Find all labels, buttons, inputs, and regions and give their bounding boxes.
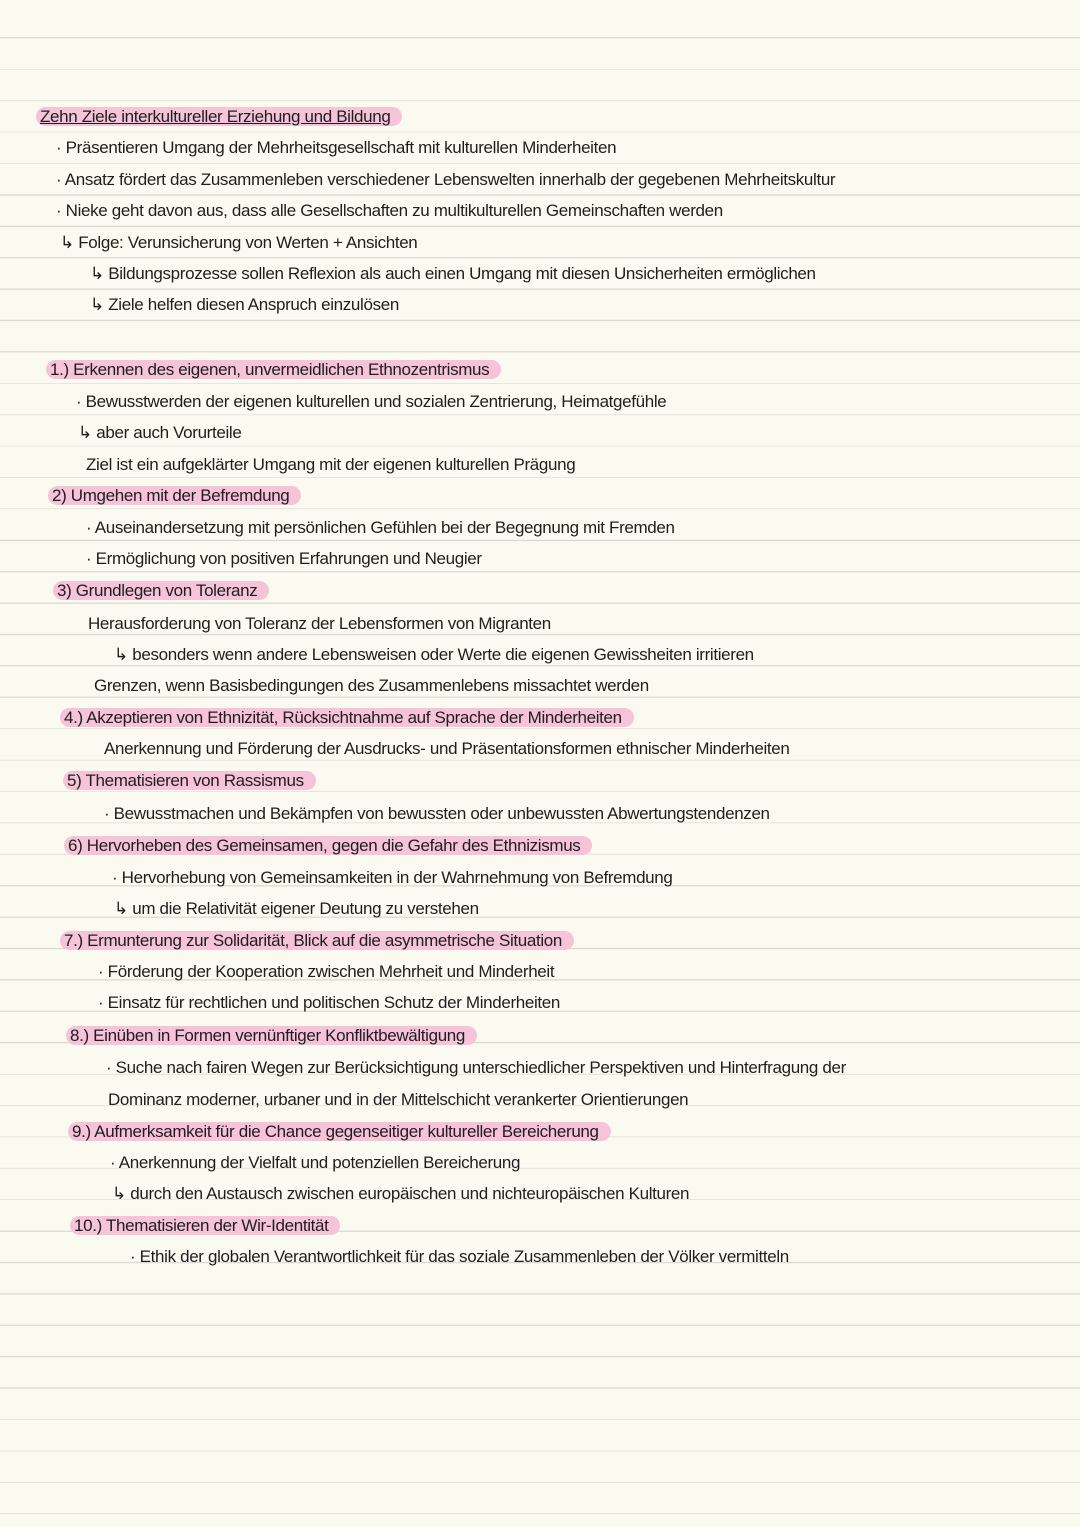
goal-line: Anerkennung und Förderung der Ausdrucks- und Präsentationsformen ethnischer Minderheiten	[104, 739, 790, 758]
goal-line: ↳ besonders wenn andere Lebensweisen oder Werte die eigenen Gewissheiten irritieren	[114, 645, 754, 664]
goal-line: · Ethik der globalen Verantwortlichkeit für das soziale Zusammenleben der Völker vermitteln	[130, 1247, 789, 1266]
goal-line: ↳ aber auch Vorurteile	[78, 423, 242, 442]
goal-line: Herausforderung von Toleranz der Lebensformen von Migranten	[88, 614, 551, 633]
goal-line: · Hervorhebung von Gemeinsamkeiten in der Wahrnehmung von Befremdung	[112, 868, 673, 887]
goal-line: Ziel ist ein aufgeklärter Umgang mit der eigenen kulturellen Prägung	[86, 455, 576, 474]
goal-line: ↳ um die Relativität eigener Deutung zu verstehen	[114, 899, 479, 918]
goal-heading: 4.) Akzeptieren von Ethnizität, Rücksichtnahme auf Sprache der Minderheiten	[60, 706, 634, 730]
intro-line: ↳ Bildungsprozesse sollen Reflexion als auch einen Umgang mit diesen Unsicherheiten ermöglichen	[90, 264, 816, 283]
intro-line: · Nieke geht davon aus, dass alle Gesellschaften zu multikulturellen Gemeinschaften werden	[56, 201, 723, 220]
goal-line: · Anerkennung der Vielfalt und potenziellen Bereicherung	[110, 1153, 521, 1172]
goal-heading: 1.) Erkennen des eigenen, unvermeidlichen Ethnozentrismus	[46, 358, 501, 382]
intro-line: · Präsentieren Umgang der Mehrheitsgesellschaft mit kulturellen Minderheiten	[56, 138, 617, 157]
goal-line: · Auseinandersetzung mit persönlichen Gefühlen bei der Begegnung mit Fremden	[86, 518, 675, 537]
goal-line: · Bewusstmachen und Bekämpfen von bewussten oder unbewussten Abwertungstendenzen	[104, 804, 770, 823]
goal-heading: 9.) Aufmerksamkeit für die Chance gegenseitiger kultureller Bereicherung	[68, 1120, 611, 1144]
intro-line: ↳ Folge: Verunsicherung von Werten + Ansichten	[60, 233, 418, 252]
goal-heading: 2) Umgehen mit der Befremdung	[48, 484, 301, 508]
goal-heading: 7.) Ermunterung zur Solidarität, Blick auf die asymmetrische Situation	[60, 929, 574, 953]
goal-line: · Einsatz für rechtlichen und politischen Schutz der Minderheiten	[98, 993, 561, 1012]
page-title: Zehn Ziele interkultureller Erziehung und Bildung	[36, 105, 402, 129]
goal-line: Grenzen, wenn Basisbedingungen des Zusammenlebens missachtet werden	[94, 676, 649, 695]
goal-line: ↳ durch den Austausch zwischen europäischen und nichteuropäischen Kulturen	[112, 1184, 690, 1203]
goal-heading: 8.) Einüben in Formen vernünftiger Konfliktbewältigung	[66, 1024, 477, 1048]
goal-line: Dominanz moderner, urbaner und in der Mittelschicht verankerter Orientierungen	[108, 1090, 689, 1109]
goal-line: · Ermöglichung von positiven Erfahrungen und Neugier	[86, 549, 482, 568]
goal-line: · Bewusstwerden der eigenen kulturellen und sozialen Zentrierung, Heimatgefühle	[76, 392, 667, 411]
goal-line: · Förderung der Kooperation zwischen Mehrheit und Minderheit	[98, 962, 555, 981]
goal-heading: 6) Hervorheben des Gemeinsamen, gegen die Gefahr des Ethnizismus	[64, 834, 592, 858]
goal-line: · Suche nach fairen Wegen zur Berücksichtigung unterschiedlicher Perspektiven und Hinterfragung der	[106, 1058, 846, 1077]
goal-heading: 10.) Thematisieren der Wir-Identität	[70, 1214, 340, 1238]
intro-line: ↳ Ziele helfen diesen Anspruch einzulösen	[90, 295, 399, 314]
goal-heading: 5) Thematisieren von Rassismus	[63, 769, 316, 793]
goal-heading: 3) Grundlegen von Toleranz	[53, 579, 269, 603]
intro-line: · Ansatz fördert das Zusammenleben verschiedener Lebenswelten innerhalb der gegebenen Mehrheitskultur	[56, 170, 836, 189]
